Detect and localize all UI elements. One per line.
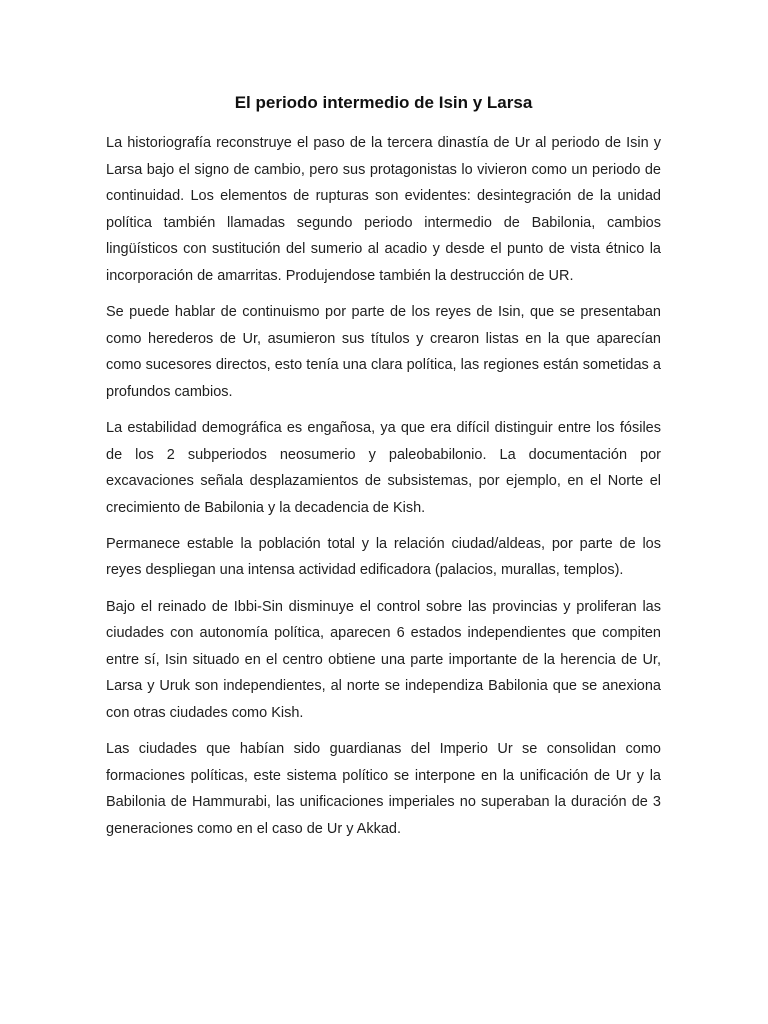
paragraph-3: La estabilidad demográfica es engañosa, ya que era difícil distinguir entre los fósiles de los 2 subperiodos neosumerio y paleobabilonio. La documentación por excavaciones señala desplazamientos de subsistemas, por ejemplo, en el Norte el crecimiento de Babilonia y la decadencia de Kish. (106, 419, 661, 516)
paragraph-5: Bajo el reinado de Ibbi-Sin disminuye el control sobre las provincias y proliferan las ciudades con autonomía política, aparecen 6 estados independientes que compiten entre sí, Isin situado en el centro obtiene una parte importante de la herencia de Ur, Larsa y Uruk son independientes, al norte se independiza Babilonia que se anexiona con otras ciudades como Kish. (106, 598, 661, 721)
paragraph-2: Se puede hablar de continuismo por parte de los reyes de Isin, que se presentaban como herederos de Ur, asumieron sus títulos y crearon listas en la que aparecían como sucesores directos, esto tenía una clara política, las regiones están sometidas a profundos cambios. (106, 304, 661, 400)
document-title: El periodo intermedio de Isin y Larsa (234, 93, 533, 112)
paragraph-1: La historiografía reconstruye el paso de la tercera dinastía de Ur al periodo de Isin y Larsa bajo el signo de cambio, pero sus protagonistas lo vivieron como un periodo de continuidad. Los elementos de rupturas son evidentes: desintegración de la unidad política también llamadas segundo periodo intermedio de Babilonia, cambios lingüísticos con sustitución del sumerio al acadio y desde el punto de vista étnico la incorporación de amarritas. Produjendose también la destrucción de UR. (106, 135, 661, 284)
paragraph-4: Permanece estable la población total y la relación ciudad/aldeas, por parte de los reyes despliegan una intensa actividad edificadora (palacios, murallas, templos). (106, 535, 661, 579)
document-body (106, 92, 661, 852)
paragraph-6: Las ciudades que habían sido guardianas del Imperio Ur se consolidan como formaciones políticas, este sistema político se interpone en la unificación de Ur y la Babilonia de Hammurabi, las unificaciones imperiales no superaban la duración de 3 generaciones como en el caso de Ur y Akkad. (106, 740, 661, 837)
